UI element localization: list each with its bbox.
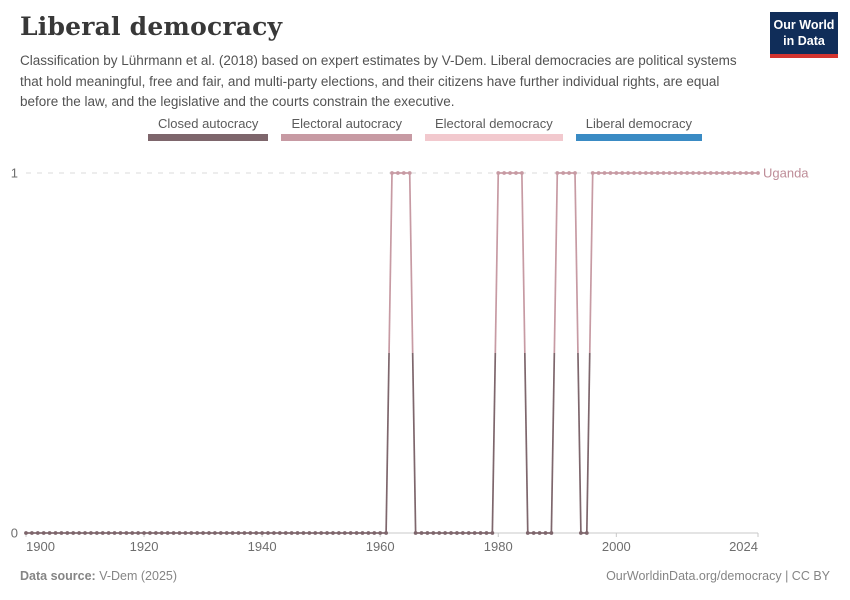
data-point-1966[interactable]: [414, 531, 418, 535]
data-point-2011[interactable]: [679, 171, 683, 175]
series-transition-half: [386, 353, 389, 533]
data-point-1995[interactable]: [585, 531, 589, 535]
data-point-1906[interactable]: [60, 531, 64, 535]
data-point-1999[interactable]: [609, 171, 613, 175]
chart-subtitle: Classification by Lührmann et al. (2018) based on expert estimates by V-Dem. Liberal democracies are political systems that hold meaningful, free and fair, and multi-party elections, and their citizens have further individual rights, are equal before the law, and the legislative and the courts constrain the executive.: [20, 53, 737, 110]
data-point-1913[interactable]: [101, 531, 105, 535]
data-point-1952[interactable]: [331, 531, 335, 535]
data-source-note: [20, 569, 177, 583]
data-point-1911[interactable]: [89, 531, 93, 535]
data-point-2007[interactable]: [656, 171, 660, 175]
data-point-1938[interactable]: [248, 531, 252, 535]
data-point-1918[interactable]: [130, 531, 134, 535]
data-point-2015[interactable]: [703, 171, 707, 175]
owid-logo-line1: Our World: [773, 18, 835, 32]
x-tick-label-2000: 2000: [601, 539, 631, 554]
data-point-1958[interactable]: [366, 531, 370, 535]
data-point-1941[interactable]: [266, 531, 270, 535]
data-point-1994[interactable]: [579, 531, 583, 535]
series-transition-half: [525, 353, 528, 533]
data-point-1924[interactable]: [166, 531, 170, 535]
data-point-1964[interactable]: [402, 171, 406, 175]
data-point-1944[interactable]: [284, 531, 288, 535]
data-point-1914[interactable]: [107, 531, 111, 535]
data-point-2004[interactable]: [638, 171, 642, 175]
data-point-1946[interactable]: [296, 531, 300, 535]
series-transition-half: [495, 173, 498, 353]
data-point-2010[interactable]: [673, 171, 677, 175]
data-point-1903[interactable]: [42, 531, 46, 535]
data-point-1988[interactable]: [544, 531, 548, 535]
data-point-1935[interactable]: [231, 531, 235, 535]
data-point-2008[interactable]: [662, 171, 666, 175]
data-point-1957[interactable]: [361, 531, 365, 535]
x-tick-label-2024: 2024: [729, 539, 758, 554]
data-point-2012[interactable]: [685, 171, 689, 175]
data-point-1982[interactable]: [508, 171, 512, 175]
entity-label-uganda[interactable]: Uganda: [763, 165, 809, 181]
data-point-1993[interactable]: [573, 171, 577, 175]
data-point-1928[interactable]: [189, 531, 193, 535]
data-point-2018[interactable]: [721, 171, 725, 175]
data-point-2021[interactable]: [738, 171, 742, 175]
data-source-value: V-Dem (2025): [95, 569, 178, 583]
series-transition-half: [492, 353, 495, 533]
data-point-2002[interactable]: [626, 171, 630, 175]
data-point-1986[interactable]: [532, 531, 536, 535]
data-point-1922[interactable]: [154, 531, 158, 535]
data-point-2013[interactable]: [691, 171, 695, 175]
data-point-1926[interactable]: [178, 531, 182, 535]
data-point-1963[interactable]: [396, 171, 400, 175]
data-point-2001[interactable]: [620, 171, 624, 175]
data-point-1902[interactable]: [36, 531, 40, 535]
data-point-1962[interactable]: [390, 171, 394, 175]
data-point-1953[interactable]: [337, 531, 341, 535]
data-point-1954[interactable]: [343, 531, 347, 535]
data-point-1933[interactable]: [219, 531, 223, 535]
data-point-1923[interactable]: [160, 531, 164, 535]
data-point-2017[interactable]: [715, 171, 719, 175]
legend-label: Electoral democracy: [435, 116, 553, 131]
data-point-1912[interactable]: [95, 531, 99, 535]
data-point-1979[interactable]: [490, 531, 494, 535]
data-point-1939[interactable]: [254, 531, 258, 535]
series-transition-half: [389, 173, 392, 353]
data-point-1940[interactable]: [260, 531, 264, 535]
data-point-1905[interactable]: [54, 531, 58, 535]
data-point-2016[interactable]: [709, 171, 713, 175]
data-point-1991[interactable]: [561, 171, 565, 175]
data-point-2020[interactable]: [732, 171, 736, 175]
legend-label: Closed autocracy: [157, 116, 259, 131]
data-point-2006[interactable]: [650, 171, 654, 175]
x-tick-label-1920: 1920: [129, 539, 159, 554]
data-point-1910[interactable]: [83, 531, 87, 535]
data-point-1909[interactable]: [77, 531, 81, 535]
series-transition-half: [575, 173, 578, 353]
citation-link[interactable]: OurWorldinData.org/democracy | CC BY: [606, 569, 830, 583]
data-point-1990[interactable]: [555, 171, 559, 175]
series-transition-half: [590, 173, 593, 353]
data-point-2005[interactable]: [644, 171, 648, 175]
series-transition-half: [554, 173, 557, 353]
data-point-1916[interactable]: [119, 531, 123, 535]
data-point-1975[interactable]: [467, 531, 471, 535]
data-point-1971[interactable]: [443, 531, 447, 535]
series-transition-half: [413, 353, 416, 533]
data-point-1931[interactable]: [207, 531, 211, 535]
data-point-1937[interactable]: [243, 531, 247, 535]
x-tick-label-1960: 1960: [365, 539, 395, 554]
x-tick-label-1940: 1940: [247, 539, 277, 554]
data-point-1947[interactable]: [302, 531, 306, 535]
data-point-1985[interactable]: [526, 531, 530, 535]
data-point-1967[interactable]: [420, 531, 424, 535]
data-point-1992[interactable]: [567, 171, 571, 175]
data-point-1901[interactable]: [30, 531, 34, 535]
data-point-1904[interactable]: [48, 531, 52, 535]
data-point-1936[interactable]: [237, 531, 241, 535]
data-point-1956[interactable]: [355, 531, 359, 535]
data-point-1917[interactable]: [124, 531, 128, 535]
data-point-2022[interactable]: [744, 171, 748, 175]
data-point-1925[interactable]: [172, 531, 176, 535]
data-point-1900[interactable]: [24, 531, 28, 535]
data-point-1997[interactable]: [597, 171, 601, 175]
x-tick-label-1980: 1980: [483, 539, 513, 554]
series-transition-half: [551, 353, 554, 533]
legend-label: Liberal democracy: [585, 116, 692, 131]
data-point-1930[interactable]: [201, 531, 205, 535]
series-transition-half: [587, 353, 590, 533]
data-point-1989[interactable]: [549, 531, 553, 535]
series-transition-half: [522, 173, 525, 353]
data-source-label: Data source:: [20, 569, 96, 583]
page-title: Liberal democracy: [20, 12, 283, 41]
x-tick-label-1900: 1900: [26, 539, 55, 554]
data-point-1973[interactable]: [455, 531, 459, 535]
data-point-1907[interactable]: [65, 531, 69, 535]
data-point-1949[interactable]: [313, 531, 317, 535]
data-point-1919[interactable]: [136, 531, 140, 535]
data-point-1965[interactable]: [408, 171, 412, 175]
data-point-1968[interactable]: [426, 531, 430, 535]
data-point-1977[interactable]: [479, 531, 483, 535]
data-point-1920[interactable]: [142, 531, 146, 535]
data-point-2014[interactable]: [697, 171, 701, 175]
data-point-1948[interactable]: [307, 531, 311, 535]
owid-logo-line2: in Data: [783, 33, 825, 48]
data-point-1961[interactable]: [384, 531, 388, 535]
data-point-1974[interactable]: [461, 531, 465, 535]
data-point-1915[interactable]: [113, 531, 117, 535]
data-point-2023[interactable]: [750, 171, 754, 175]
data-point-1972[interactable]: [449, 531, 453, 535]
data-point-1976[interactable]: [473, 531, 477, 535]
data-point-1951[interactable]: [325, 531, 329, 535]
data-point-1955[interactable]: [349, 531, 353, 535]
data-point-1981[interactable]: [502, 171, 506, 175]
data-point-1996[interactable]: [591, 171, 595, 175]
data-point-1980[interactable]: [496, 171, 500, 175]
data-point-1987[interactable]: [538, 531, 542, 535]
series-transition-half: [578, 353, 581, 533]
data-point-1978[interactable]: [485, 531, 489, 535]
data-point-2019[interactable]: [727, 171, 731, 175]
data-point-1970[interactable]: [437, 531, 441, 535]
data-point-1959[interactable]: [372, 531, 376, 535]
legend-label: Electoral autocracy: [291, 116, 402, 131]
data-point-1942[interactable]: [272, 531, 276, 535]
data-point-1960[interactable]: [378, 531, 382, 535]
data-point-1950[interactable]: [319, 531, 323, 535]
data-point-2009[interactable]: [668, 171, 672, 175]
data-point-1943[interactable]: [278, 531, 282, 535]
data-point-2024[interactable]: [756, 171, 760, 175]
data-point-1927[interactable]: [183, 531, 187, 535]
data-point-1929[interactable]: [195, 531, 199, 535]
data-point-2003[interactable]: [632, 171, 636, 175]
y-tick-label-1: 1: [10, 165, 18, 181]
data-point-1969[interactable]: [431, 531, 435, 535]
data-point-1984[interactable]: [520, 171, 524, 175]
data-point-1998[interactable]: [603, 171, 607, 175]
series-transition-half: [410, 173, 413, 353]
data-point-1908[interactable]: [71, 531, 75, 535]
y-tick-label-0: 0: [10, 525, 18, 541]
data-point-1932[interactable]: [213, 531, 217, 535]
data-point-1934[interactable]: [225, 531, 229, 535]
data-point-1945[interactable]: [290, 531, 294, 535]
data-point-2000[interactable]: [614, 171, 618, 175]
data-point-1921[interactable]: [148, 531, 152, 535]
data-point-1983[interactable]: [514, 171, 518, 175]
